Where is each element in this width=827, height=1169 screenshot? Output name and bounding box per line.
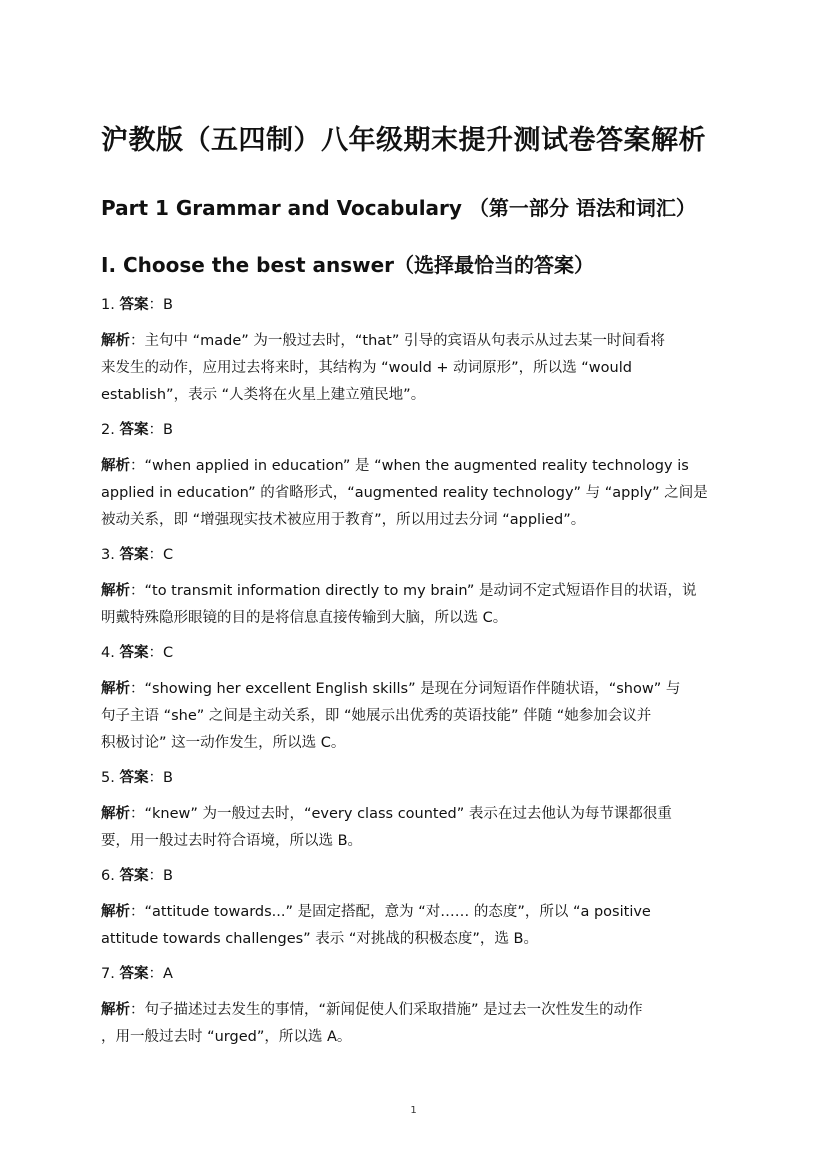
answer-value: B: [162, 297, 173, 313]
answer-line: 1. 答案：B: [101, 297, 173, 313]
question-number: 5.: [101, 770, 115, 786]
explanation-text: 积极讨论” 这一动作发生，所以选 C。: [101, 735, 346, 751]
answer-value: C: [162, 547, 174, 563]
explanation-line: 解析：“attitude towards...” 是固定搭配，意为 “对…… 的态度”，所以 “a positive: [101, 904, 651, 920]
explanation-line: 解析：主句中 “made” 为一般过去时，“that” 引导的宾语从句表示从过去某一时间看将: [101, 333, 665, 349]
answer-label: 答案: [119, 297, 149, 313]
answer-label: 答案: [119, 770, 149, 786]
answer-line: 4. 答案：C: [101, 645, 174, 661]
explain-label: 解析: [101, 681, 130, 697]
question-number: 2.: [101, 422, 115, 438]
explanation: [101, 997, 729, 1051]
answer-label: 答案: [119, 966, 149, 982]
explanation: [101, 899, 729, 953]
explanation-line: [101, 480, 729, 507]
explanation: [101, 328, 729, 409]
explanation-line: [101, 355, 729, 382]
answer-value: B: [162, 770, 173, 786]
answer-line: 2. 答案：B: [101, 422, 173, 438]
answer-line: 7. 答案：A: [101, 966, 173, 982]
explanation-text: 明戴特殊隐形眼镜的目的是将信息直接传输到大脑，所以选 C。: [101, 610, 508, 626]
explanation-text: applied in education” 的省略形式，“augmented reality technology” 与 “apply” 之间是: [101, 485, 708, 501]
explanation-text: 来发生的动作，应用过去将来时，其结构为 “would + 动词原形”，所以选 “would: [101, 360, 632, 376]
explanation-text: 要，用一般过去时符合语境，所以选 B。: [101, 833, 363, 849]
question-number: 3.: [101, 547, 115, 563]
answer-label: 答案: [119, 868, 149, 884]
explanation: [101, 453, 729, 534]
explanation-text: “attitude towards...” 是固定搭配，意为 “对…… 的态度”，所以 “a positive: [144, 904, 651, 920]
explanation-line: [101, 926, 729, 953]
answer-line: 3. 答案：C: [101, 547, 174, 563]
question-number: 1.: [101, 297, 115, 313]
explanation-line: 解析：“when applied in education” 是 “when the augmented reality technology is: [101, 458, 689, 474]
explanation-line: [101, 1024, 729, 1051]
explanation-text: “when applied in education” 是 “when the augmented reality technology is: [144, 458, 689, 474]
explanation-text: “knew” 为一般过去时，“every class counted” 表示在过去他认为每节课都很重: [144, 806, 672, 822]
answer-value: B: [162, 422, 173, 438]
explanation-line: [101, 828, 729, 855]
explanation-text: 被动关系，即 “增强现实技术被应用于教育”，所以用过去分词 “applied”。: [101, 512, 586, 528]
explanation-line: [101, 730, 729, 757]
explain-label: 解析: [101, 1002, 130, 1018]
answer-value: C: [162, 645, 174, 661]
answer-line: 5. 答案：B: [101, 770, 173, 786]
explain-label: 解析: [101, 458, 130, 474]
explanation-text: “showing her excellent English skills” 是现在分词短语作伴随状语，“show” 与: [144, 681, 681, 697]
answer-line: 6. 答案：B: [101, 868, 173, 884]
explanation-line: 解析：“to transmit information directly to my brain” 是动词不定式短语作目的状语，说: [101, 583, 697, 599]
explain-label: 解析: [101, 806, 130, 822]
explanation-text: 句子主语 “she” 之间是主动关系，即 “她展示出优秀的英语技能” 伴随 “她参加会议并: [101, 708, 652, 724]
page-number: 1: [410, 1105, 417, 1116]
question-number: 4.: [101, 645, 115, 661]
section-heading: I. Choose the best answer（选择最恰当的答案）: [101, 253, 595, 277]
question-number: 7.: [101, 966, 115, 982]
explanation: [101, 676, 729, 757]
answer-value: A: [162, 966, 173, 982]
explanation-text: 句子描述过去发生的事情，“新闻促使人们采取措施” 是过去一次性发生的动作: [144, 1002, 643, 1018]
explanation-line: [101, 507, 729, 534]
explanation-line: 解析：“knew” 为一般过去时，“every class counted” 表示在过去他认为每节课都很重: [101, 806, 672, 822]
part-heading: Part 1 Grammar and Vocabulary （第一部分 语法和词汇）: [101, 196, 696, 220]
question-number: 6.: [101, 868, 115, 884]
explanation-line: [101, 605, 729, 632]
explanation-text: attitude towards challenges” 表示 “对挑战的积极态度”，选 B。: [101, 931, 538, 947]
explanation-text: “to transmit information directly to my brain” 是动词不定式短语作目的状语，说: [144, 583, 697, 599]
explanation-text: ，用一般过去时 “urged”，所以选 A。: [101, 1029, 352, 1045]
explain-label: 解析: [101, 333, 130, 349]
explanation-line: 解析：句子描述过去发生的事情，“新闻促使人们采取措施” 是过去一次性发生的动作: [101, 1002, 643, 1018]
explanation-line: 解析：“showing her excellent English skills” 是现在分词短语作伴随状语，“show” 与: [101, 681, 681, 697]
explain-label: 解析: [101, 583, 130, 599]
answer-value: B: [162, 868, 173, 884]
explanation-line: [101, 703, 729, 730]
explanation: [101, 801, 729, 855]
answer-label: 答案: [119, 422, 149, 438]
document-title: 沪教版（五四制）八年级期末提升测试卷答案解析: [101, 125, 706, 156]
explanation: [101, 578, 729, 632]
explain-label: 解析: [101, 904, 130, 920]
answer-label: 答案: [119, 547, 149, 563]
explanation-text: 主句中 “made” 为一般过去时，“that” 引导的宾语从句表示从过去某一时间看将: [144, 333, 665, 349]
explanation-text: establish”，表示 “人类将在火星上建立殖民地”。: [101, 387, 426, 403]
answer-label: 答案: [119, 645, 149, 661]
explanation-line: [101, 382, 729, 409]
